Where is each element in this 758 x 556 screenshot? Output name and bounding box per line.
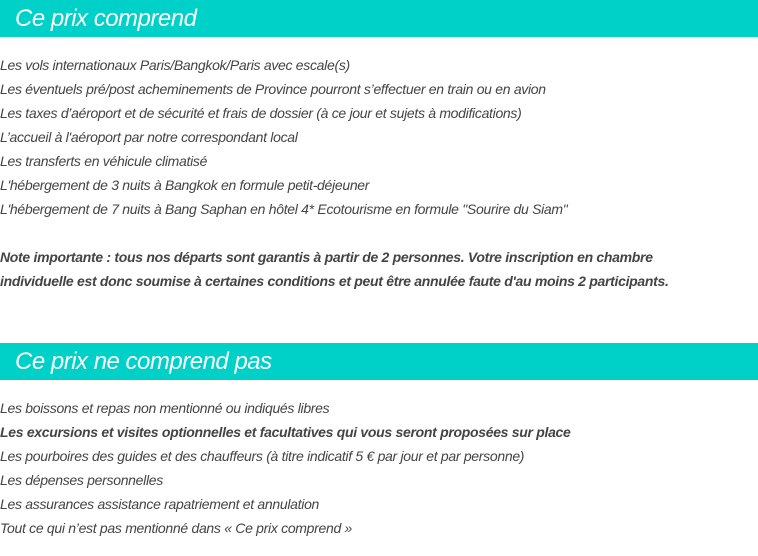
list-item: L'hébergement de 3 nuits à Bangkok en formule petit-déjeuner: [0, 177, 370, 193]
list-item: Les éventuels pré/post acheminements de Province pourront s’effectuer en train ou en avion: [0, 81, 546, 97]
list-item: Les transferts en véhicule climatisé: [0, 153, 208, 169]
list-item: Les dépenses personnelles: [0, 472, 163, 488]
note-line: Note importante : tous nos départs sont garantis à partir de 2 personnes. Votre inscription en chambre: [0, 249, 653, 265]
note-line: individuelle est donc soumise à certaines conditions et peut être annulée faute d'au moins 2 participants.: [0, 273, 669, 289]
excluded-list: [0, 396, 571, 540]
list-item: Les vols internationaux Paris/Bangkok/Paris avec escale(s): [0, 57, 350, 73]
included-list: [0, 53, 567, 221]
list-item: Les assurances assistance rapatriement et annulation: [0, 496, 320, 512]
list-item: Les pourboires des guides et des chauffeurs (à titre indicatif 5 € par jour et par personne): [0, 448, 525, 464]
included-section-header: Ce prix comprend: [0, 0, 758, 37]
list-item: Les taxes d’aéroport et de sécurité et frais de dossier (à ce jour et sujets à modifications): [0, 105, 522, 121]
list-item: L’accueil à l'aéroport par notre correspondant local: [0, 129, 298, 145]
list-item: Les excursions et visites optionnelles et facultatives qui vous seront proposées sur place: [0, 424, 571, 440]
important-note: [0, 245, 740, 293]
list-item: L'hébergement de 7 nuits à Bang Saphan en hôtel 4* Ecotourisme en formule "Sourire du Siam": [0, 201, 568, 217]
excluded-section-header: Ce prix ne comprend pas: [0, 343, 758, 380]
list-item: Tout ce qui n’est pas mentionné dans « Ce prix comprend »: [0, 520, 353, 536]
list-item: Les boissons et repas non mentionné ou indiqués libres: [0, 400, 330, 416]
